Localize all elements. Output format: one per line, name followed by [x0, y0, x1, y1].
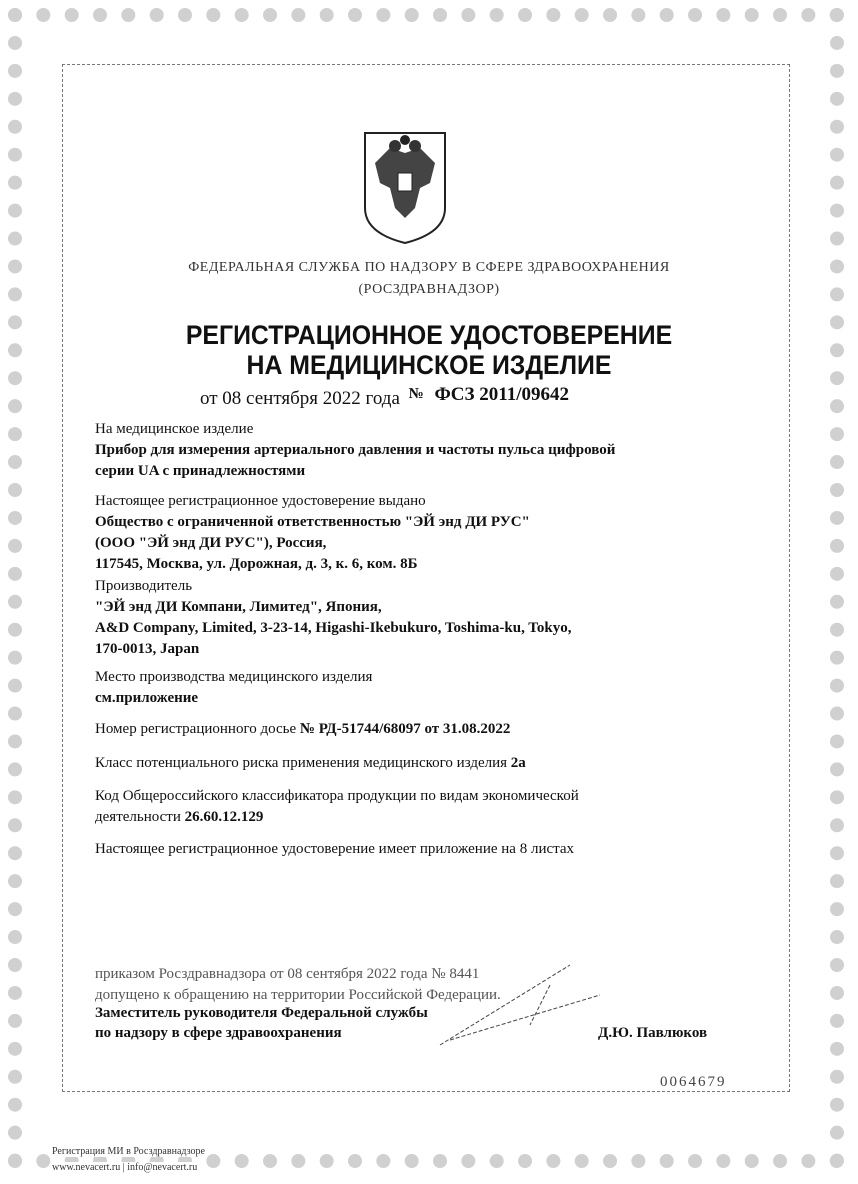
okpd-code: 26.60.12.129 [184, 809, 264, 825]
serial-number: 0064679 [660, 1074, 727, 1090]
issued-to-line-3: 117545, Москва, ул. Дорожная, д. 3, к. 6, ком. 8Б [95, 556, 418, 572]
agency-name: ФЕДЕРАЛЬНАЯ СЛУЖБА ПО НАДЗОРУ В СФЕРЕ ЗДРАВООХРАНЕНИЯ [188, 260, 670, 275]
agency-short-name: (РОСЗДРАВНАДЗОР) [358, 282, 500, 297]
risk-class-line [95, 755, 526, 772]
title-line-2: НА МЕДИЦИНСКОЕ ИЗДЕЛИЕ [246, 350, 612, 380]
manufacturer-line-2: A&D Company, Limited, 3-23-14, Higashi-Ikebukuro, Toshima-ku, Tokyo, [95, 620, 572, 636]
appendix-note: Настоящее регистрационное удостоверение имеет приложение на 8 листах [95, 841, 575, 857]
issued-label: Настоящее регистрационное удостоверение выдано [95, 493, 426, 509]
certificate-date: от 08 сентября 2022 года [200, 388, 400, 409]
signature [430, 955, 610, 1055]
certificate-number: ФСЗ 2011/09642 [434, 384, 570, 405]
issued-to-line-1: Общество с ограниченной ответственностью "ЭЙ энд ДИ РУС" [95, 514, 530, 530]
okpd-label: Код Общероссийского классификатора продукции по видам экономической [95, 788, 579, 804]
certificate-date-line [200, 384, 569, 410]
manufacturer-label: Производитель [95, 578, 193, 594]
signer-name: Д.Ю. Павлюков [598, 1025, 708, 1041]
risk-class-value: 2а [510, 755, 526, 771]
signer-title-1: Заместитель руководителя Федеральной службы [95, 1005, 428, 1021]
signer-title-2: по надзору в сфере здравоохранения [95, 1025, 342, 1041]
dossier-value: № РД-51744/68097 от 31.08.2022 [299, 721, 511, 737]
device-name-line-1: Прибор для измерения артериального давления и частоты пульса цифровой [95, 442, 616, 458]
order-line-2: допущено к обращению на территории Российской Федерации. [95, 987, 501, 1003]
watermark-line-1: Регистрация МИ в Росздравнадзоре [52, 1146, 205, 1157]
production-place-label: Место производства медицинского изделия [95, 669, 373, 685]
number-sign: № [408, 386, 424, 402]
manufacturer-line-1: "ЭЙ энд ДИ Компани, Лимитед", Япония, [95, 599, 382, 615]
production-place-value: см.приложение [95, 690, 199, 706]
okpd-label-2: деятельности [95, 809, 181, 825]
title-line-1: РЕГИСТРАЦИОННОЕ УДОСТОВЕРЕНИЕ [185, 320, 673, 350]
order-line-1: приказом Росздравнадзора от 08 сентября 2022 года № 8441 [95, 966, 480, 982]
coat-of-arms-emblem [360, 128, 450, 246]
dossier-line [95, 721, 510, 738]
issued-to-line-2: (ООО "ЭЙ энд ДИ РУС"), Россия, [95, 535, 327, 551]
watermark-line-2: www.nevacert.ru | info@nevacert.ru [52, 1162, 198, 1173]
device-label: На медицинское изделие [95, 421, 254, 437]
risk-class-label: Класс потенциального риска применения медицинского изделия [95, 755, 508, 771]
manufacturer-line-3: 170-0013, Japan [95, 641, 200, 657]
device-name-line-2: серии UA с принадлежностями [95, 463, 306, 479]
dossier-label: Номер регистрационного досье [95, 721, 297, 737]
okpd-line [95, 809, 263, 826]
